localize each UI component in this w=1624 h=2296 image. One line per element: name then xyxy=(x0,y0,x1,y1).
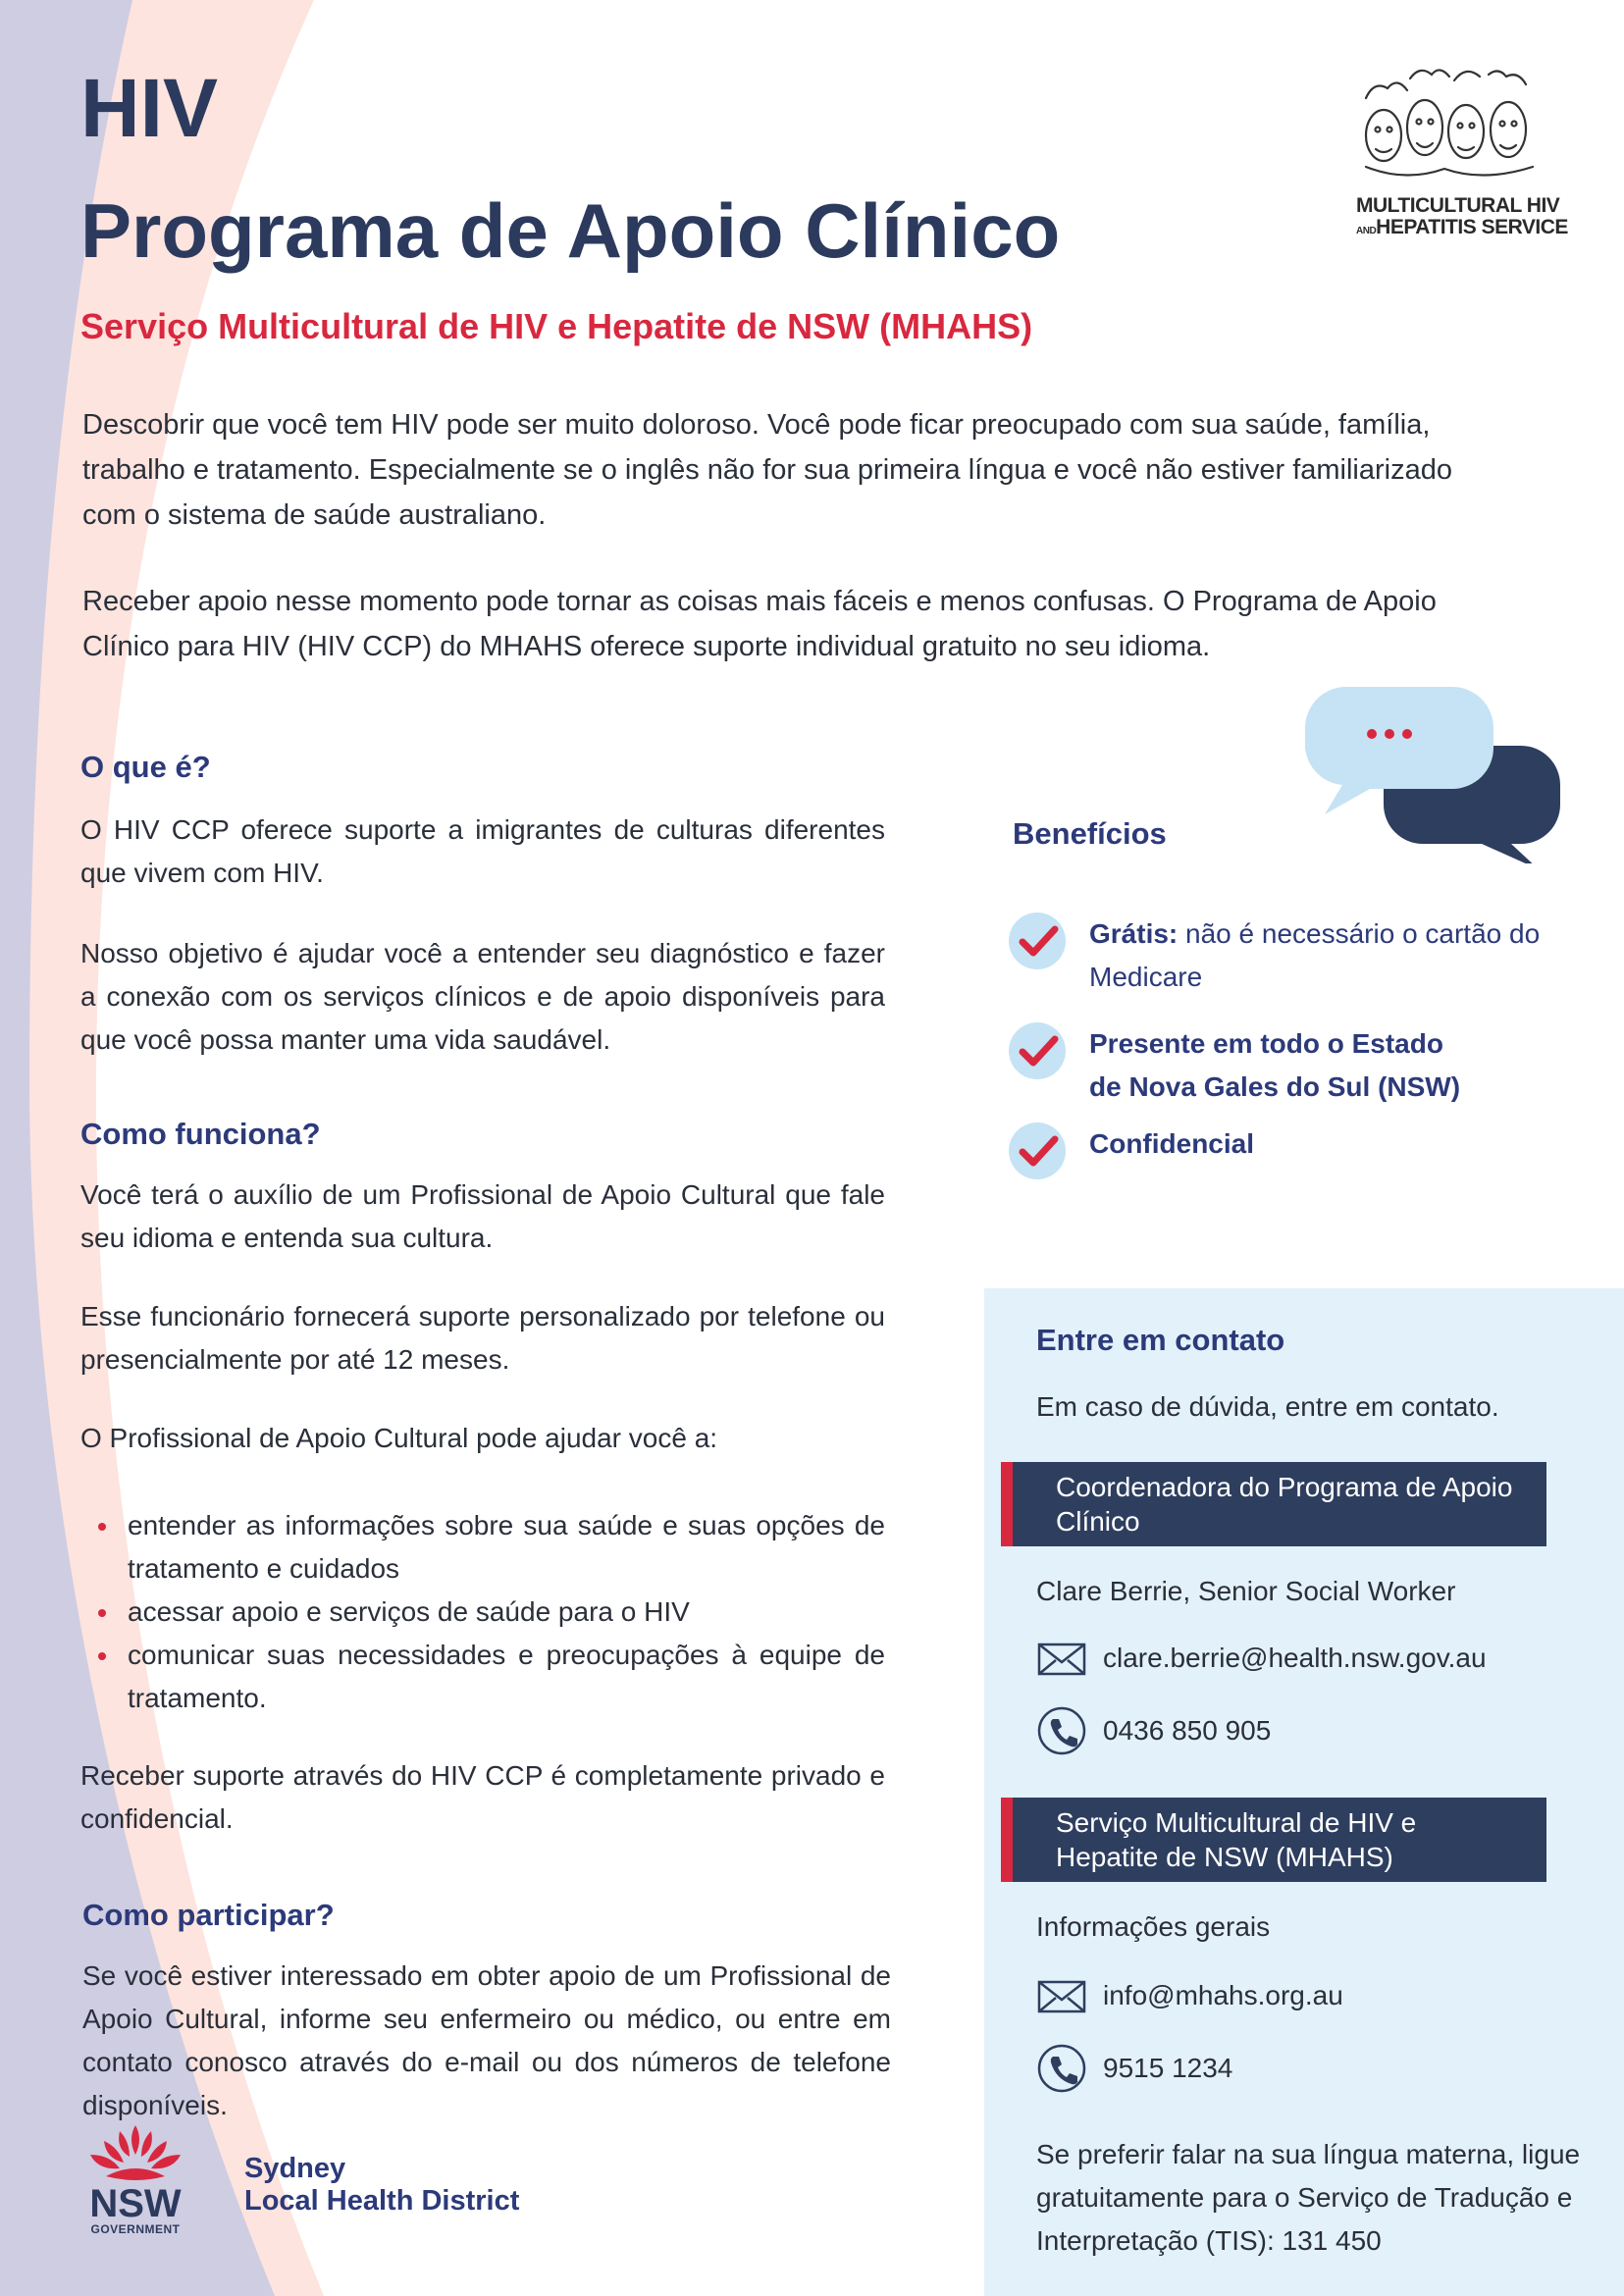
how-paragraph-1 xyxy=(80,1174,885,1260)
benefit-item-free xyxy=(1009,913,1578,999)
logo-text xyxy=(1356,194,1568,242)
tis-info: Se preferir falar na sua língua materna, ligue gratuitamente para o Serviço de Tradução e Interpretação (TIS): 131 450 xyxy=(1036,2139,1581,2256)
envelope-icon xyxy=(1036,1633,1087,1684)
sydney-lhd-logo xyxy=(244,2153,519,2218)
benefit-text xyxy=(1089,1022,1462,1109)
logo-line2 xyxy=(1356,216,1568,242)
contact-intro: Em caso de dúvida, entre em contato. xyxy=(1036,1391,1499,1422)
coordinator-phone-row xyxy=(1036,1705,1271,1756)
intro-p2: Receber apoio nesse momento pode tornar as coisas mais fáceis e menos confusas. O Programa de Apoio Clínico para HIV (HIV CCP) do MHAHS oferece suporte individual gratuito no seu idioma. xyxy=(82,586,1437,662)
nsw-government-logo xyxy=(77,2121,194,2236)
benefit-bold: Confidencial xyxy=(1089,1128,1255,1159)
service-email-row xyxy=(1036,1970,1343,2021)
join-p1: Se você estiver interessado em obter apoio de um Profissional de Apoio Cultural, informe seu enfermeiro ou médico, ou entre em contato conosco através do e-mail ou dos números de telefone disponíveis. xyxy=(82,1960,891,2120)
phone-icon xyxy=(1036,2043,1087,2094)
slhd-line1: Sydney xyxy=(244,2153,346,2184)
page-title-hiv: HIV xyxy=(80,62,219,154)
section-heading-join: Como participar? xyxy=(82,1898,335,1932)
page-title: Programa de Apoio Clínico xyxy=(80,187,1061,274)
mhahs-logo xyxy=(1356,59,1568,242)
benefit-bold: Presente em todo o Estado de Nova Gales do Sul (NSW) xyxy=(1089,1028,1461,1102)
check-icon xyxy=(1009,1122,1066,1179)
slhd-line2: Local Health District xyxy=(244,2185,520,2217)
what-paragraph-1 xyxy=(80,809,885,895)
how-p1: Você terá o auxílio de um Profissional de Apoio Cultural que fale seu idioma e entenda sua cultura. xyxy=(80,1179,885,1253)
phone-icon xyxy=(1036,1705,1087,1756)
check-icon xyxy=(1009,913,1066,969)
coordinator-email-row xyxy=(1036,1633,1487,1684)
coordinator-phone[interactable]: 0436 850 905 xyxy=(1103,1715,1272,1746)
list-item: acessar apoio e serviços de saúde para o HIV xyxy=(128,1591,885,1634)
benefit-bold: Grátis: xyxy=(1089,918,1179,949)
check-icon xyxy=(1009,1022,1066,1079)
faces-illustration-icon xyxy=(1356,59,1543,186)
service-phone[interactable]: 9515 1234 xyxy=(1103,2053,1233,2083)
how-p2: Esse funcionário fornecerá suporte personalizado por telefone ou presencialmente por até 12 meses. xyxy=(80,1301,885,1375)
nsw-wordmark: NSW xyxy=(89,2182,182,2225)
what-p2: Nosso objetivo é ajudar você a entender seu diagnóstico e fazer a conexão com os serviços clínicos e de apoio disponíveis para que você possa manter uma vida saudável. xyxy=(80,938,885,1055)
how-p4: Receber suporte através do HIV CCP é completamente privado e confidencial. xyxy=(80,1760,885,1834)
list-item: comunicar suas necessidades e preocupações à equipe de tratamento. xyxy=(128,1634,885,1720)
logo-line2-text: HEPATITIS SERVICE xyxy=(1376,216,1568,238)
envelope-icon xyxy=(1036,1970,1087,2021)
how-bullet-list xyxy=(80,1504,885,1720)
how-paragraph-2 xyxy=(80,1295,885,1382)
coordinator-bar: Coordenadora do Programa de Apoio Clínico xyxy=(1001,1462,1546,1546)
page-subtitle: Serviço Multicultural de HIV e Hepatite de NSW (MHAHS) xyxy=(80,306,1033,346)
section-heading-benefits: Benefícios xyxy=(1013,816,1167,851)
logo-and: AND xyxy=(1356,226,1377,236)
how-p3: O Profissional de Apoio Cultural pode ajudar você a: xyxy=(80,1423,718,1453)
nsw-government-text: GOVERNMENT xyxy=(90,2222,181,2236)
join-paragraph xyxy=(82,1955,891,2127)
coordinator-email[interactable]: clare.berrie@health.nsw.gov.au xyxy=(1103,1643,1487,1673)
benefit-item-confidential xyxy=(1009,1122,1578,1179)
service-phone-row xyxy=(1036,2043,1232,2094)
benefit-item-statewide xyxy=(1009,1022,1578,1109)
list-item: entender as informações sobre sua saúde e suas opções de tratamento e cuidados xyxy=(128,1504,885,1591)
section-heading-how: Como funciona? xyxy=(80,1117,321,1151)
service-general: Informações gerais xyxy=(1036,1911,1271,1942)
intro-p1: Descobrir que você tem HIV pode ser muito doloroso. Você pode ficar preocupado com sua saúde, família, trabalho e tratamento. Especialmente se o inglês não for sua primeira língua e você não estiver familiarizado com o sistema de saúde australiano. xyxy=(82,409,1452,531)
how-paragraph-4 xyxy=(80,1754,885,1841)
how-paragraph-3 xyxy=(80,1417,885,1460)
benefit-text xyxy=(1089,1122,1254,1166)
intro-paragraph-2 xyxy=(82,579,1495,669)
benefit-rest: não é necessário o cartão do Medicare xyxy=(1089,918,1541,992)
intro-paragraph-1 xyxy=(82,402,1495,538)
service-email[interactable]: info@mhahs.org.au xyxy=(1103,1980,1343,2010)
waratah-flower-icon xyxy=(77,2121,194,2184)
what-paragraph-2 xyxy=(80,932,885,1062)
section-heading-what: O que é? xyxy=(80,750,211,784)
service-bar: Serviço Multicultural de HIV e Hepatite de NSW (MHAHS) xyxy=(1001,1798,1546,1882)
benefit-text xyxy=(1089,913,1578,999)
logo-line1: MULTICULTURAL HIV xyxy=(1356,194,1560,217)
what-p1: O HIV CCP oferece suporte a imigrantes de culturas diferentes que vivem com HIV. xyxy=(80,814,885,888)
chat-bubbles-icon xyxy=(1305,687,1560,863)
coordinator-name: Clare Berrie, Senior Social Worker xyxy=(1036,1576,1456,1606)
section-heading-contact: Entre em contato xyxy=(1036,1323,1285,1357)
